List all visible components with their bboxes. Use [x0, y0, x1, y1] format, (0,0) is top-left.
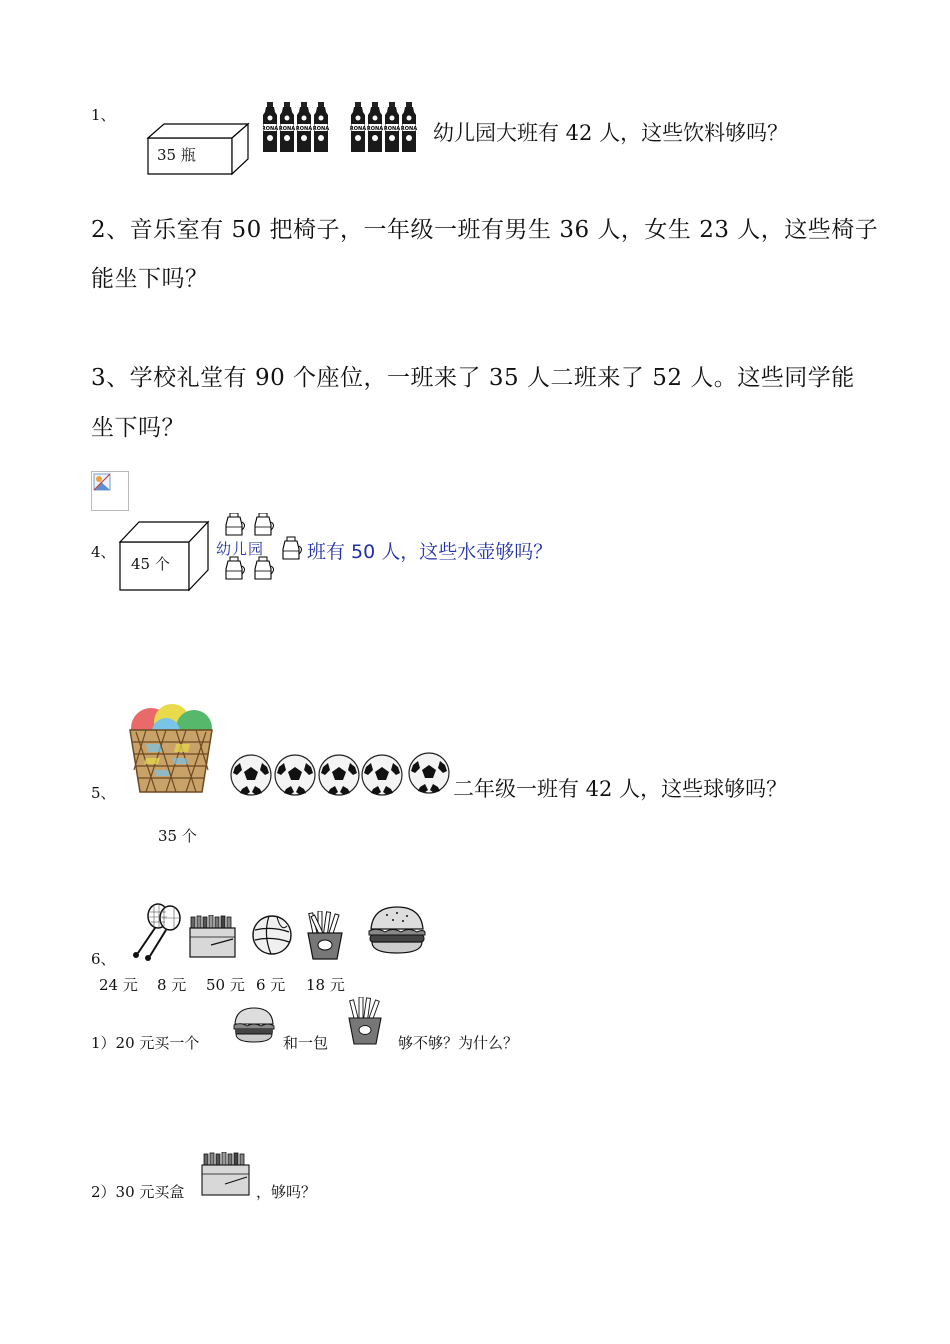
q3-line2: 坐下吗？ [91, 415, 185, 441]
price-volleyball: 50 元 [206, 976, 245, 994]
ball-basket-icon [126, 700, 216, 795]
q5-text: 二年级一班有 42 人，这些球够吗？ [453, 777, 788, 801]
crayon-box-icon [189, 915, 237, 959]
q6-sub2-prefix: 2）30 元买盒 [91, 1183, 185, 1201]
french-fries-icon [303, 911, 347, 961]
fries-small-icon [345, 997, 385, 1047]
q1-box-label: 35 瓶 [157, 146, 196, 164]
volleyball-icon [251, 914, 293, 956]
hamburger-icon [367, 905, 427, 955]
drink-bottles-icon [263, 102, 423, 154]
q6-sub2-suffix: ，够吗？ [256, 1183, 317, 1201]
q4-number: 4、 [91, 543, 116, 561]
q4-text: 班有 50 人，这些水壶够吗？ [307, 541, 553, 563]
q1-text: 幼儿园大班有 42 人，这些饮料够吗？ [433, 121, 789, 145]
q4-garbled-text: 幼儿园 [216, 540, 265, 558]
q6-sub1-suffix: 够不够？为什么？ [398, 1034, 519, 1052]
broken-image-icon [91, 471, 129, 511]
q5-number: 5、 [91, 784, 116, 802]
q1-number: 1、 [91, 106, 116, 124]
price-hamburger: 18 元 [306, 976, 345, 994]
q4-box-label: 45 个 [131, 555, 170, 573]
q3-line1: 3、学校礼堂有 90 个座位，一班来了 35 人二班来了 52 人。这些同学能 [91, 365, 855, 391]
price-racket: 24 元 [99, 976, 138, 994]
q6-sub1-middle: 和一包 [283, 1034, 329, 1052]
q6-number: 6、 [91, 950, 116, 968]
q5-count-label: 35 个 [158, 827, 197, 845]
q6-sub1-prefix: 1）20 元买一个 [91, 1034, 200, 1052]
hamburger-small-icon [232, 1006, 276, 1044]
q2-line1: 2、音乐室有 50 把椅子，一年级一班有男生 36 人，女生 23 人，这些椅子 [91, 217, 879, 243]
soccer-balls-icon [230, 752, 452, 798]
crayon-box-small-icon [201, 1152, 251, 1197]
price-crayons: 8 元 [157, 976, 187, 994]
q2-line2: 能坐下吗？ [91, 266, 209, 292]
badminton-racket-icon [128, 903, 184, 961]
price-fries: 6 元 [256, 976, 286, 994]
